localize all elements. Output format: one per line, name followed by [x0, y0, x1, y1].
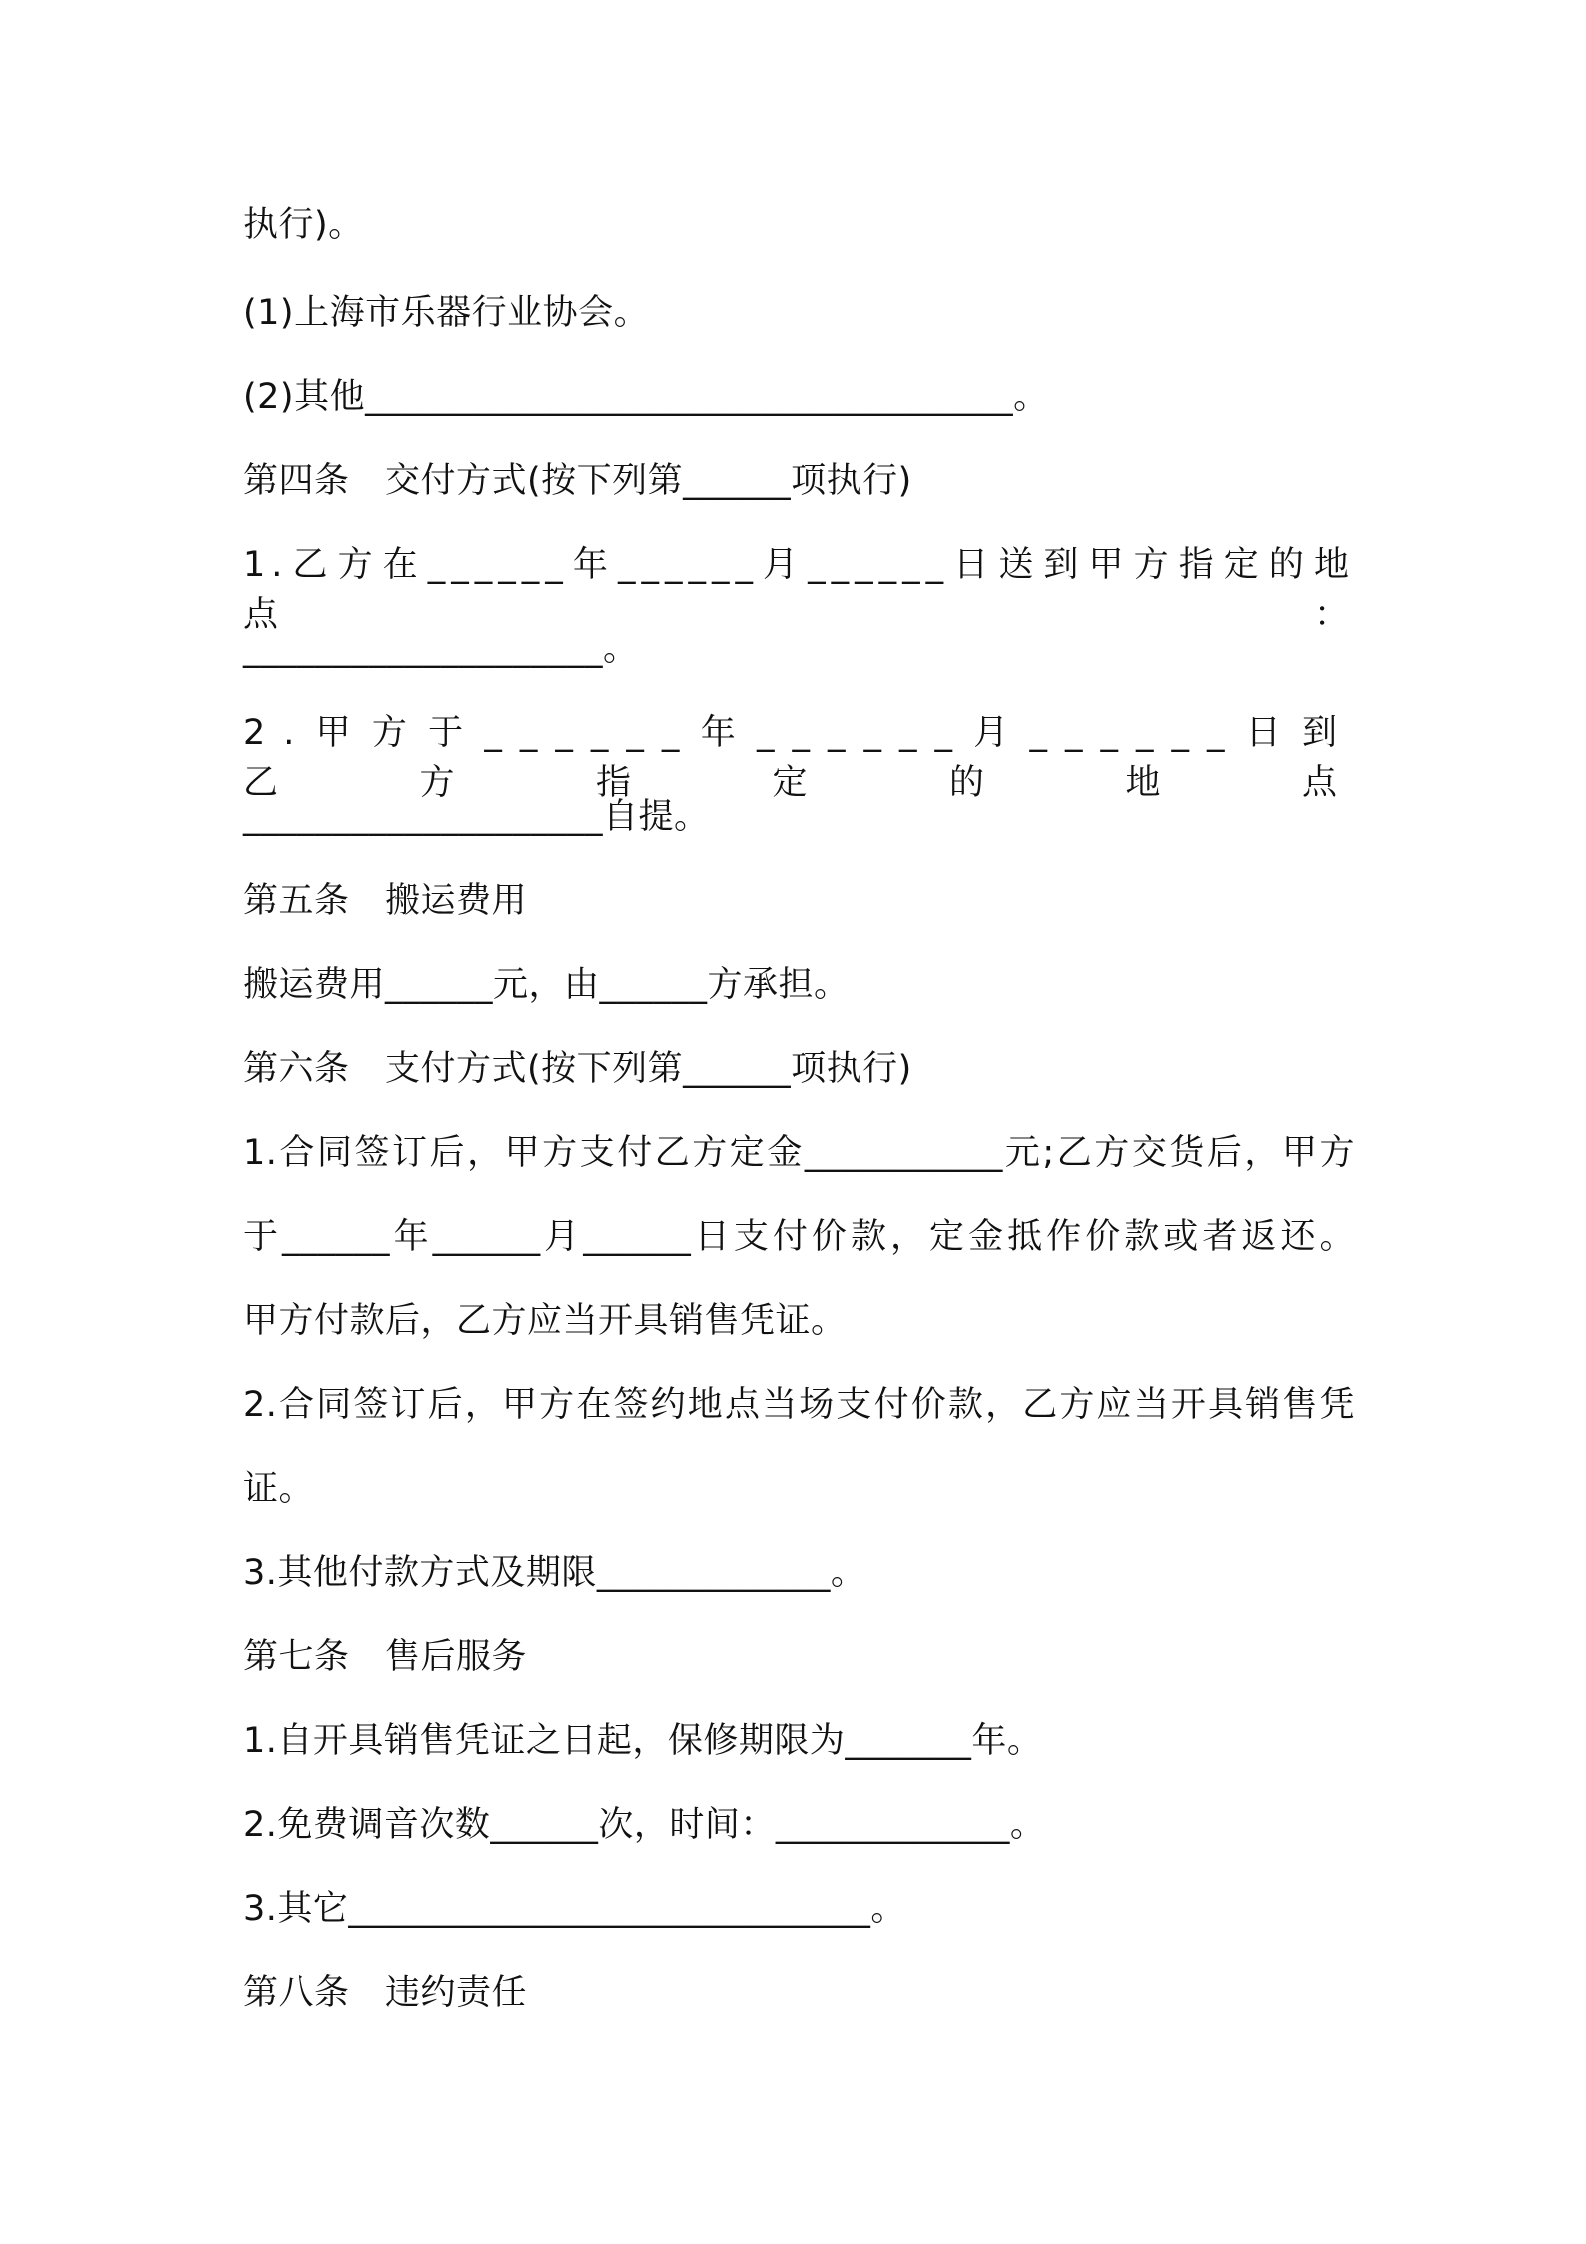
- text-line: 1.合同签订后，甲方支付乙方定金___________元;乙方交货后，甲方: [243, 1133, 1355, 1173]
- text-line: ____________________。: [243, 629, 639, 669]
- text-line: 甲方付款后，乙方应当开具销售凭证。: [243, 1301, 847, 1341]
- text-line: (1)上海市乐器行业协会。: [243, 293, 650, 333]
- section-heading: 第五条 搬运费用: [243, 881, 528, 921]
- text-line: 1.自开具销售凭证之日起，保修期限为_______年。: [243, 1721, 1043, 1761]
- text-line: 执行)。: [243, 205, 364, 245]
- text-line: 于______年______月______日支付价款，定金抵作价款或者返还。: [243, 1217, 1355, 1257]
- text-line: 2.合同签订后，甲方在签约地点当场支付价款，乙方应当开具销售凭: [243, 1385, 1355, 1425]
- section-heading: 第四条 交付方式(按下列第______项执行): [243, 461, 912, 501]
- section-heading: 第七条 售后服务: [243, 1637, 528, 1677]
- text-line: (2)其他____________________________________。: [243, 377, 1049, 417]
- text-line: 搬运费用______元，由______方承担。: [243, 965, 850, 1005]
- section-heading: 第八条 违约责任: [243, 1973, 528, 2013]
- section-heading: 第六条 支付方式(按下列第______项执行): [243, 1049, 912, 1089]
- text-line: 2.免费调音次数______次，时间：_____________。: [243, 1805, 1046, 1845]
- text-line: 1.乙方在______年______月______日送到甲方指定的地点：: [243, 545, 1355, 635]
- text-line: 3.其它_____________________________。: [243, 1889, 906, 1929]
- text-line: ____________________自提。: [243, 797, 710, 837]
- text-line: 2.甲方于______年______月______日到乙方指定的地点: [243, 713, 1355, 803]
- text-line: 证。: [243, 1469, 315, 1509]
- text-line: 3.其他付款方式及期限_____________。: [243, 1553, 867, 1593]
